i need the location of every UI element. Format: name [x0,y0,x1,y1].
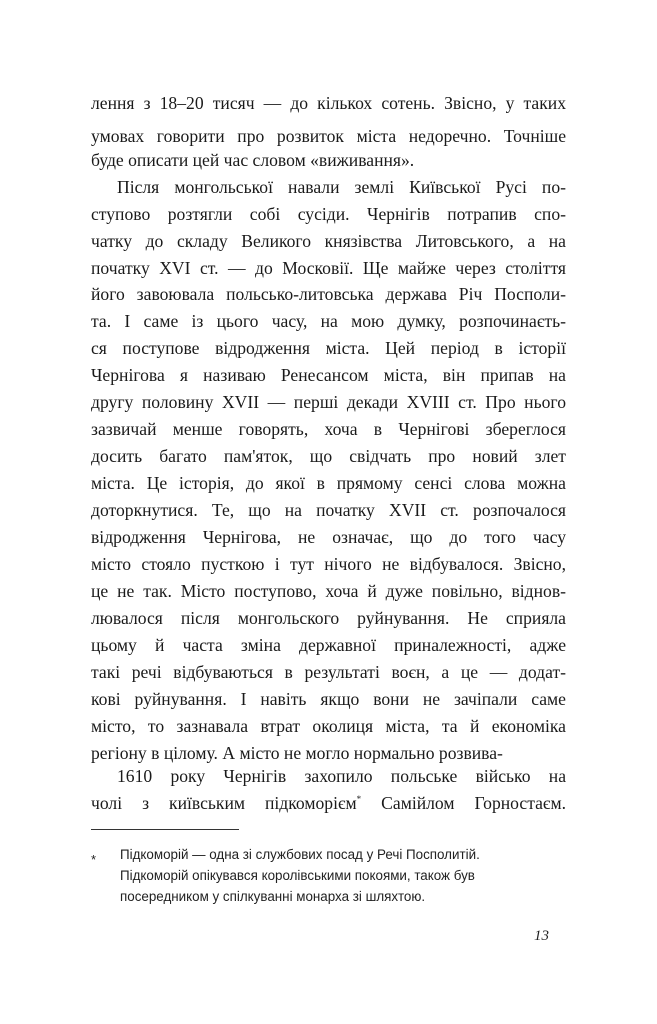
text-line: лення з 18–20 тисяч — до кількох сотень. Звісно, у таких [91,93,566,113]
footnote-line: посередником у спілкуванні монарха зі шляхтою. [120,889,426,904]
footnote-ref: * [356,794,362,805]
text-line: досить багато пам'яток, що свідчать про новий злет [91,446,566,466]
footnote-divider [91,829,239,830]
text-line: відродження Чернігова, не означає, що до того часу [91,527,566,547]
text-line: ступово розтягли собі сусіди. Чернігів потрапив спо- [91,204,566,224]
text-line: та. І саме із цього часу, на мою думку, розпочинаєть- [91,311,566,331]
footnote-marker: * [91,852,97,867]
footnote-line: Підкоморій — одна зі службових посад у Речі Посполитій. [120,847,480,862]
text-line: регіону в цілому. А місто не могло нормально розвива- [91,743,503,763]
text-fragment: чолі з київським підкоморієм [91,793,357,813]
text-line: лювалося після монгольского руйнування. Не сприяла [91,608,566,628]
text-line: умовах говорити про розвиток міста недоречно. Точніше [91,126,566,146]
text-line: це не так. Місто поступово, хоча й дуже повільно, віднов- [91,581,566,601]
text-fragment: Самійлом Горностаєм. [381,793,566,813]
footnote-line: Підкоморій опікувався королівськими покоями, також був [120,868,475,883]
text-line: доторкнутися. Те, що на початку XVII ст. розпочалося [91,500,566,520]
text-line: другу половину XVII — перші декади XVIII ст. Про нього [91,392,566,412]
page-number: 13 [534,928,549,944]
text-line: його завоювала польсько-литовська держава Річ Посполи- [91,284,566,304]
text-line: такі речі відбуваються в результаті воєн, а це — додат- [91,662,566,682]
text-line: міста. Це історія, до якої в прямому сенсі слова можна [91,473,566,493]
text-line: Чернігова я називаю Ренесансом міста, він припав на [91,365,566,385]
text-line: 1610 року Чернігів захопило польське військо на [117,766,566,786]
text-line: чатку до складу Великого князівства Литовського, а на [91,231,566,251]
text-line: зазвичай менше говорять, хоча в Чернігові збереглося [91,419,566,439]
text-line: цьому й часта зміна державної приналежності, адже [91,635,566,655]
text-line: буде описати цей час словом «виживання». [91,150,415,170]
text-line [91,792,566,814]
text-line: Після монгольської навали землі Київської Русі по- [117,177,566,197]
text-line: місто, то зазнавала втрат околиця міста, та й економіка [91,716,566,736]
text-line: ся поступове відродження міста. Цей період в історії [91,338,566,358]
text-line: кові руйнування. І навіть якщо вони не зачіпали саме [91,689,566,709]
text-line: початку XVI ст. — до Московії. Ще майже через століття [91,258,566,278]
text-line: місто стояло пусткою і тут нічого не відбувалося. Звісно, [91,554,566,574]
